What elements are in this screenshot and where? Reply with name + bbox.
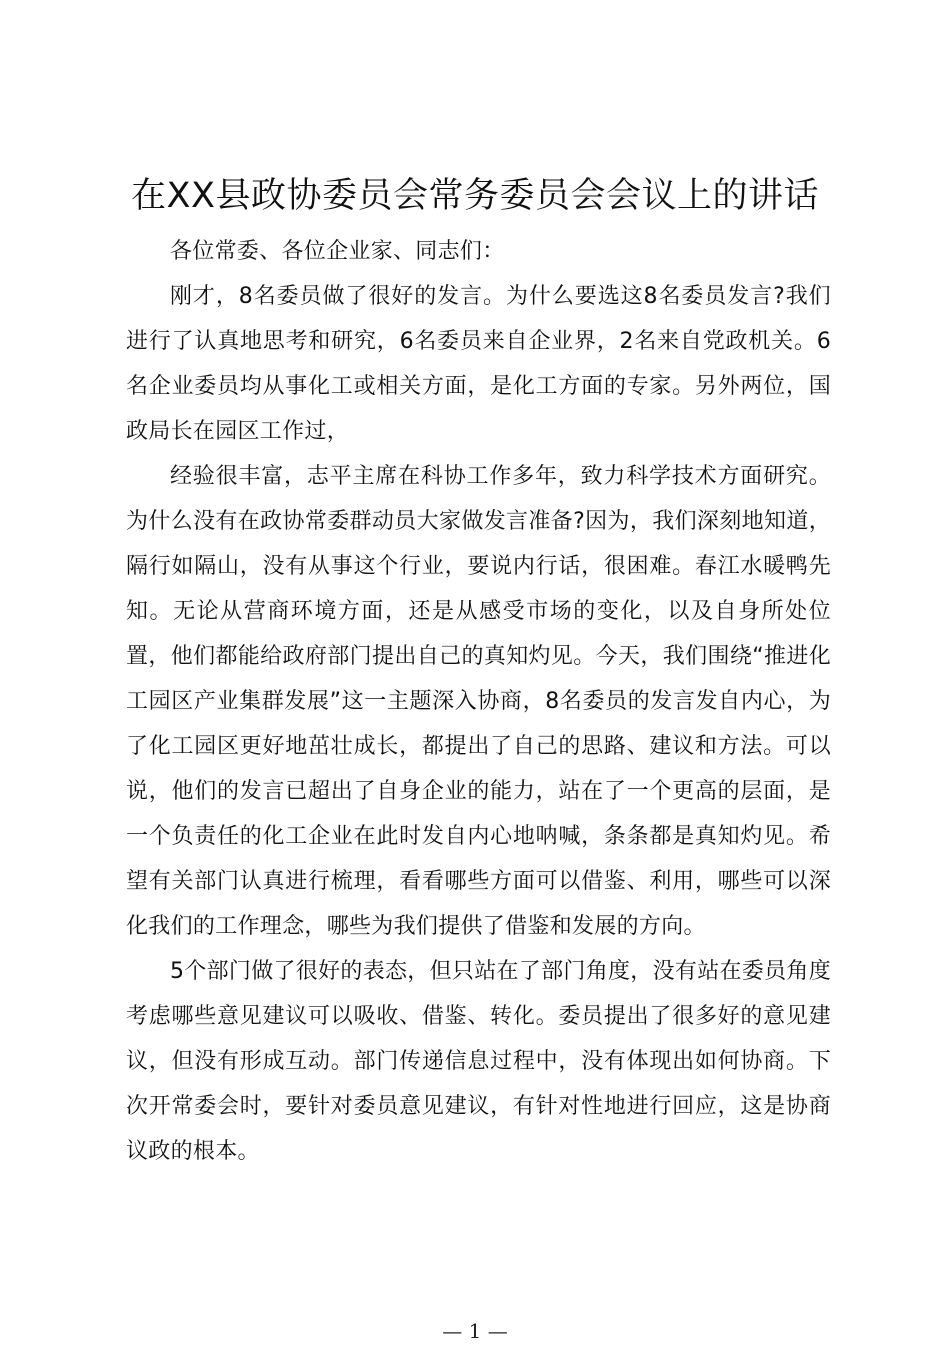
body-paragraph: 5个部门做了很好的表态，但只站在了部门角度，没有站在委员角度考虑哪些意见建议可以吸收、借鉴、转化。委员提出了很多好的意见建议，但没有形成互动。部门传递信息过程中，没有体现出如何协商。下次开常委会时，要针对委员意见建议，有针对性地进行回应，这是协商议政的根本。 [126, 959, 831, 1164]
body-paragraph: 刚才，8名委员做了很好的发言。为什么要选这8名委员发言?我们进行了认真地思考和研究，6名委员来自企业界，2名来自党政机关。6名企业委员均从事化工或相关方面，是化工方面的专家。另外两位，国政局长在园区工作过， [126, 284, 831, 444]
body-paragraph: 经验很丰富，志平主席在科协工作多年，致力科学技术方面研究。为什么没有在政协常委群动员大家做发言准备?因为，我们深刻地知道，隔行如隔山，没有从事这个行业，要说内行话，很困难。春江水暖鸭先知。无论从营商环境方面，还是从感受市场的变化，以及自身所处位置，他们都能给政府部门提出自己的真知灼见。今天，我们围绕“推进化工园区产业集群发展”这一主题深入协商，8名委员的发言发自内心，为了化工园区更好地茁壮成长，都提出了自己的思路、建议和方法。可以说，他们的发言已超出了自身企业的能力，站在了一个更高的层面，是一个负责任的化工企业在此时发自内心地呐喊，条条都是真知灼见。希望有关部门认真进行梳理，看看哪些方面可以借鉴、利用，哪些可以深化我们的工作理念，哪些为我们提供了借鉴和发展的方向。 [126, 464, 831, 939]
document-body [126, 229, 831, 1174]
salutation-paragraph: 各位常委、各位企业家、同志们： [170, 239, 505, 264]
document-title: 在XX县政协委员会常务委员会会议上的讲话 [131, 176, 819, 216]
page-number: — 1 — [442, 1319, 508, 1343]
